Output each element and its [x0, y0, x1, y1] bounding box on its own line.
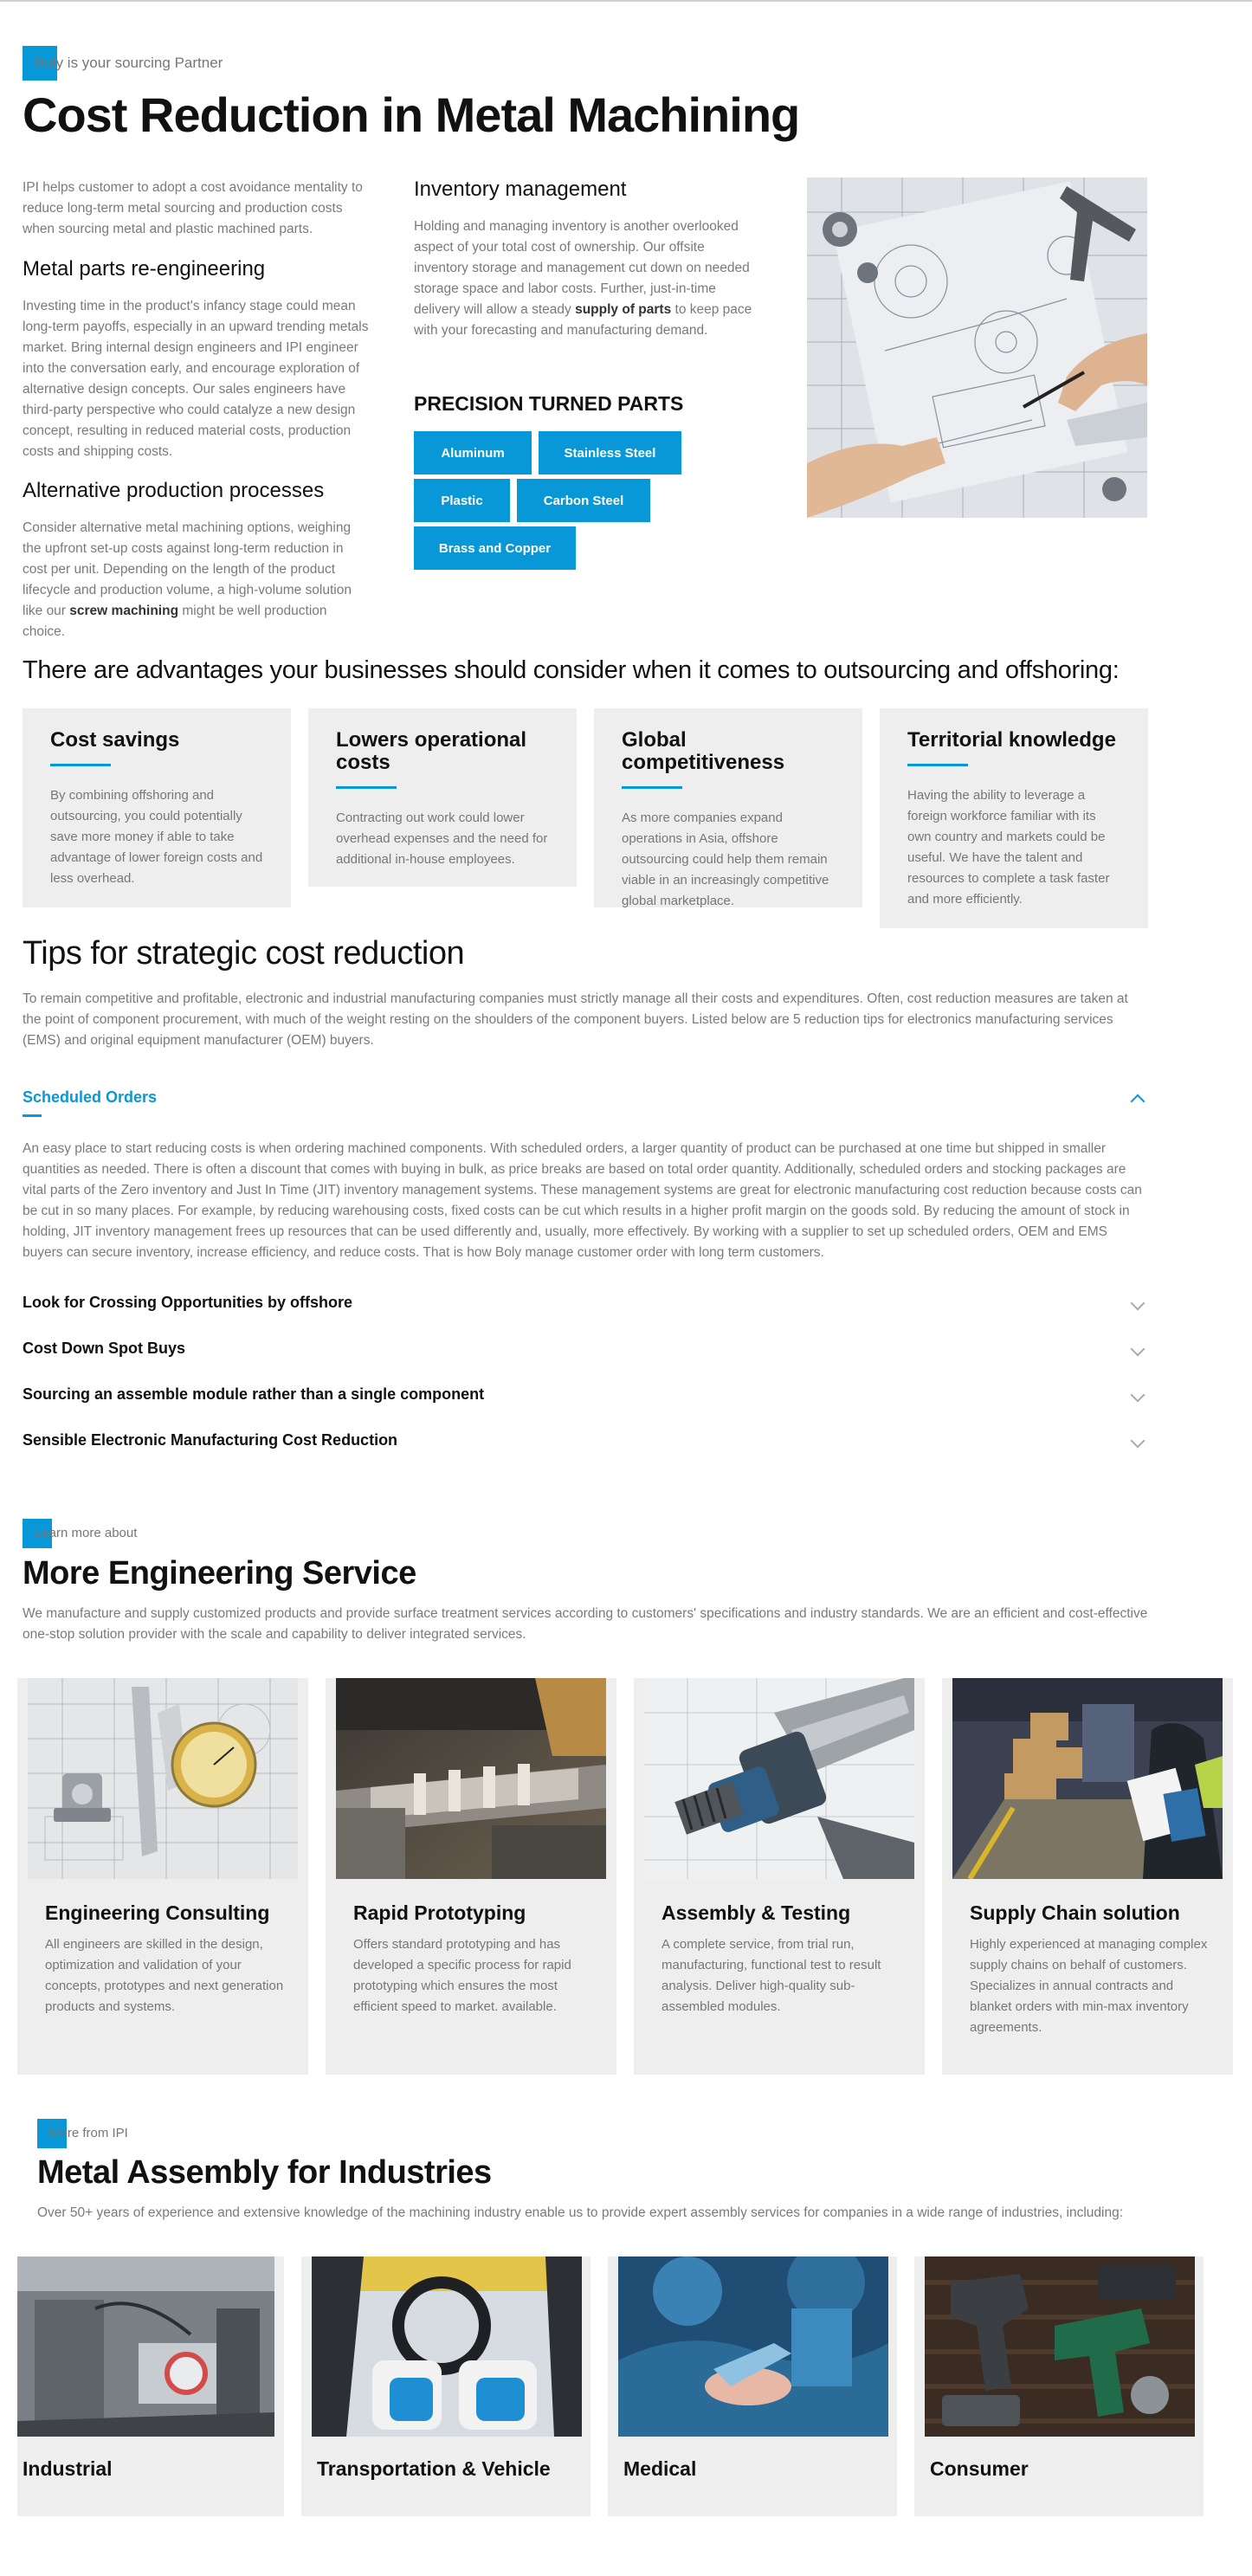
- card-underline: [622, 786, 682, 789]
- card-title[interactable]: Industrial: [23, 2457, 113, 2480]
- accordion-title[interactable]: Scheduled Orders: [23, 1088, 158, 1106]
- intro-text: IPI helps customer to adopt a cost avoidance mentality to reduce long-term metal sourcing and production costs when sourcing metal and plastic machined parts.: [23, 180, 363, 236]
- reengineering-title: Metal parts re-engineering: [23, 257, 266, 281]
- engineering-title: More Engineering Service: [23, 1555, 416, 1591]
- chevron-down-icon[interactable]: [1131, 1433, 1146, 1448]
- accordion-title[interactable]: Sensible Electronic Manufacturing Cost Reduction: [23, 1431, 398, 1449]
- accordion-crossing-opportunities[interactable]: [23, 1294, 1148, 1312]
- service-card-rapid-prototyping[interactable]: [326, 1678, 616, 2075]
- card-title: Territorial knowledge: [907, 728, 1116, 752]
- engineering-drawing-image: [807, 178, 1147, 518]
- card-title: Lowers operational costs: [336, 728, 527, 774]
- industries-title: Metal Assembly for Industries: [37, 2154, 492, 2191]
- carbon-steel-button[interactable]: Carbon Steel: [517, 479, 650, 522]
- assembly-part-image: [644, 1678, 914, 1879]
- page-title: Cost Reduction in Metal Machining: [23, 87, 800, 142]
- accordion-title[interactable]: Look for Crossing Opportunities by offshore: [23, 1294, 353, 1311]
- industry-card-medical[interactable]: [608, 2256, 897, 2516]
- chevron-down-icon[interactable]: [1131, 1341, 1146, 1356]
- warehouse-image: [952, 1678, 1223, 1879]
- top-border: [0, 0, 1252, 2]
- advantages-title: There are advantages your businesses should consider when it comes to outsourcing and offshoring:: [23, 656, 1120, 684]
- card-title[interactable]: Transportation & Vehicle: [317, 2457, 551, 2480]
- vehicle-interior-image: [312, 2256, 582, 2437]
- accordion-title[interactable]: Cost Down Spot Buys: [23, 1340, 185, 1357]
- chevron-down-icon[interactable]: [1131, 1387, 1146, 1402]
- stainless-steel-button[interactable]: Stainless Steel: [539, 431, 681, 475]
- engineering-text: We manufacture and supply customized products and provide surface treatment services according to customers' specifications and industry standards. We are an efficient and cost-effective one-stop solution provider with the scale and capability to deliver integrated services.: [23, 1606, 1148, 1642]
- accordion-scheduled-orders[interactable]: [23, 1088, 1148, 1107]
- card-text: Contracting out work could lower overhead expenses and the need for additional in-house employees.: [336, 810, 548, 867]
- industries-eyebrow: [37, 2126, 128, 2140]
- accordion-assemble-module[interactable]: [23, 1385, 1148, 1404]
- plastic-button[interactable]: Plastic: [414, 479, 510, 522]
- card-title[interactable]: Rapid Prototyping: [353, 1901, 526, 1924]
- card-title: Global competitiveness: [622, 728, 785, 774]
- service-card-supply-chain[interactable]: [942, 1678, 1233, 2075]
- card-text: All engineers are skilled in the design, optimization and validation of your concepts, prototypes and next generation products and systems.: [45, 1937, 284, 2014]
- card-underline: [907, 764, 968, 766]
- supply-of-parts-link[interactable]: supply of parts: [575, 302, 672, 317]
- card-title[interactable]: Supply Chain solution: [970, 1901, 1180, 1924]
- industry-card-transportation[interactable]: [301, 2256, 591, 2516]
- inventory-text: Holding and managing inventory is another overlooked aspect of your total cost of ownership. Our offsite inventory storage and management cut down on needed storage space and labor costs. Further, just-in-time delivery will allow a steady supply of parts to keep pace with your forecasting and manufacturing demand.: [414, 219, 752, 338]
- accordion-sensible-electronic[interactable]: [23, 1431, 1148, 1449]
- card-text: By combining offshoring and outsourcing, you could potentially save more money if able to take advantage of lower foreign costs and less overhead.: [50, 788, 263, 886]
- advantage-card-cost-savings: [23, 708, 291, 907]
- tips-title: Tips for strategic cost reduction: [23, 935, 465, 972]
- card-title[interactable]: Consumer: [930, 2457, 1029, 2480]
- advantage-card-global-competitiveness: [594, 708, 862, 907]
- eyebrow-text: Learn more about: [35, 1526, 138, 1540]
- calipers-image: [28, 1678, 298, 1879]
- power-tools-image: [925, 2256, 1195, 2437]
- chevron-down-icon[interactable]: [1131, 1295, 1146, 1310]
- industry-card-consumer[interactable]: [914, 2256, 1204, 2516]
- card-text: Highly experienced at managing complex supply chains on behalf of customers. Specializes in annual contracts and blanket orders with min-max inventory agreements.: [970, 1937, 1208, 2035]
- lathe-image: [336, 1678, 606, 1879]
- surgery-image: [618, 2256, 888, 2437]
- eyebrow-text: More from IPI: [49, 2126, 128, 2140]
- card-title[interactable]: Medical: [623, 2457, 697, 2480]
- card-title[interactable]: Engineering Consulting: [45, 1901, 270, 1924]
- eyebrow-text: Boly is your sourcing Partner: [35, 55, 223, 71]
- industrial-machine-image: [17, 2256, 274, 2437]
- advantage-card-territorial-knowledge: [880, 708, 1148, 928]
- reengineering-text: Investing time in the product's infancy stage could mean long-term payoffs, especially in an upward trending metals market. Bring internal design engineers and IPI engineer into the conversation early, and encourage exploration of alternative design concepts. Our sales engineers have third-party perspective who could catalyze a new design concept, resulting in reduced material costs, production costs and shipping costs.: [23, 299, 369, 459]
- engineering-eyebrow: [23, 1526, 137, 1540]
- card-text: A complete service, from trial run, manufacturing, functional test to result analysis. Deliver high-quality sub-assembled modules.: [661, 1937, 881, 2014]
- card-text: Offers standard prototyping and has developed a specific process for rapid prototyping which ensures the most efficient speed to market. available.: [353, 1937, 571, 2014]
- brass-copper-button[interactable]: Brass and Copper: [414, 526, 576, 570]
- industries-text: Over 50+ years of experience and extensive knowledge of the machining industry enable us to provide expert assembly services for companies in a wide range of industries, including:: [37, 2205, 1124, 2220]
- service-card-assembly-testing[interactable]: [634, 1678, 925, 2075]
- card-underline: [336, 786, 397, 789]
- industry-card-industrial[interactable]: [17, 2256, 284, 2516]
- accordion-active-underline: [23, 1114, 42, 1117]
- chevron-up-icon[interactable]: [1131, 1094, 1146, 1108]
- accordion-title[interactable]: Sourcing an assemble module rather than a single component: [23, 1385, 485, 1403]
- inventory-title: Inventory management: [414, 178, 627, 201]
- scheduled-orders-text: An easy place to start reducing costs is when ordering machined components. With scheduled orders, a larger quantity of product can be purchased at one time but shipped in smaller quantities as needed. There is often a discount that comes with buying in bulk, as price breaks are based on total order quantity. Additionally, scheduled orders and stocking packages are vital parts of the Zero inventory and Just In Time (JIT) inventory management systems. These management systems are great for electronic manufacturing cost reduction because costs can be cut in so many places. For example, by reducing warehousing costs, fixed costs can be cut which results in a higher profit margin on the goods sold. By reducing the amount of stock in holding, JIT inventory management frees up resources that can be used differently and, usually, more effectively. By working with a supplier to set up scheduled orders, OEM and EMS buyers can secure inventory, increase efficiency, and reduce costs. That is how Boly manage customer order with long term customers.: [23, 1141, 1142, 1260]
- card-title: Cost savings: [50, 728, 180, 752]
- service-card-engineering-consulting[interactable]: [17, 1678, 308, 2075]
- card-underline: [50, 764, 111, 766]
- advantage-card-lowers-operational-costs: [308, 708, 577, 887]
- card-text: As more companies expand operations in Asia, offshore outsourcing could help them remain viable in an increasingly competitive global marketplace.: [622, 810, 829, 908]
- alternative-text: Consider alternative metal machining options, weighing the upfront set-up costs against long-term reduction in cost per unit. Depending on the length of the product lifecycle and production volume, a high-volume solution like our screw machining might be well production choice.: [23, 520, 352, 639]
- tips-text: To remain competitive and profitable, electronic and industrial manufacturing companies must strictly manage all their costs and expenditures. Often, cost reduction measures are taken at the point of component procurement, with much of the weight resting on the shoulders of the component buyers. Listed below are 5 reduction tips for electronics manufacturing services (EMS) and original equipment manufacturer (OEM) buyers.: [23, 991, 1128, 1048]
- accordion-cost-down-spot-buys[interactable]: [23, 1340, 1148, 1358]
- precision-title: PRECISION TURNED PARTS: [414, 392, 684, 415]
- card-title[interactable]: Assembly & Testing: [661, 1901, 851, 1924]
- aluminum-button[interactable]: Aluminum: [414, 431, 532, 475]
- card-text: Having the ability to leverage a foreign workforce familiar with its own country and markets could be useful. We have the talent and resources to complete a task faster and more efficiently.: [907, 788, 1110, 907]
- screw-machining-link[interactable]: screw machining: [69, 604, 179, 618]
- hero-eyebrow: [23, 55, 223, 72]
- alternative-title: Alternative production processes: [23, 479, 325, 502]
